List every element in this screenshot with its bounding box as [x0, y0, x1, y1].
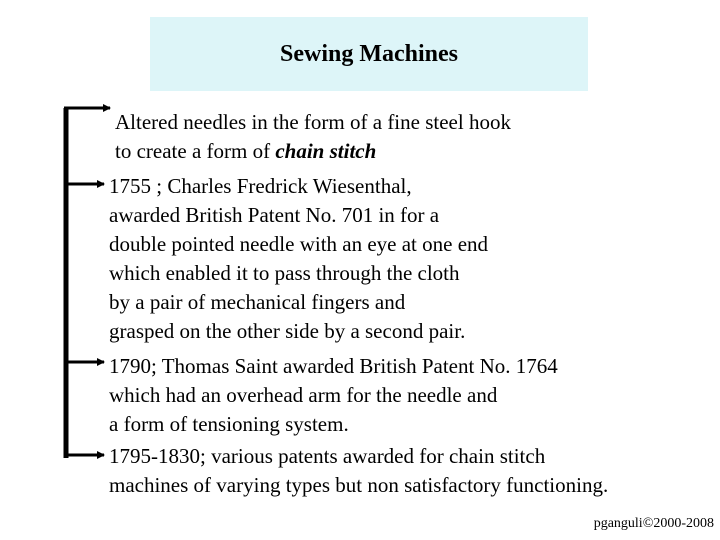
- slide-title: Sewing Machines: [279, 40, 458, 67]
- text-line: a form of tensioning system.: [109, 412, 349, 436]
- item-1795-1830-patents: [109, 442, 608, 500]
- text-line: which enabled it to pass through the cloth: [109, 261, 460, 285]
- text-line: awarded British Patent No. 701 in for a: [109, 203, 440, 227]
- text-line: by a pair of mechanical fingers and: [109, 290, 406, 314]
- text-line: 1755 ; Charles Fredrick Wiesenthal,: [109, 174, 412, 198]
- text-line: 1790; Thomas Saint awarded British Patent No. 1764: [109, 354, 558, 378]
- text-line: machines of varying types but non satisfactory functioning.: [109, 473, 609, 497]
- item-1755-wiesenthal: [109, 172, 488, 346]
- text-line: to create a form of chain stitch: [115, 139, 377, 163]
- item-needle-hook: [115, 108, 511, 166]
- text-line: double pointed needle with an eye at one end: [109, 232, 489, 256]
- text-line: grasped on the other side by a second pair.: [109, 319, 466, 343]
- text-line: Altered needles in the form of a fine steel hook: [115, 110, 511, 134]
- copyright-footer: pganguli©2000-2008: [593, 516, 714, 531]
- item-1790-saint: [109, 352, 558, 439]
- text-line: which had an overhead arm for the needle and: [109, 383, 498, 407]
- text-line: 1795-1830; various patents awarded for chain stitch: [109, 444, 546, 468]
- chain-stitch-emphasis: chain stitch: [275, 139, 377, 163]
